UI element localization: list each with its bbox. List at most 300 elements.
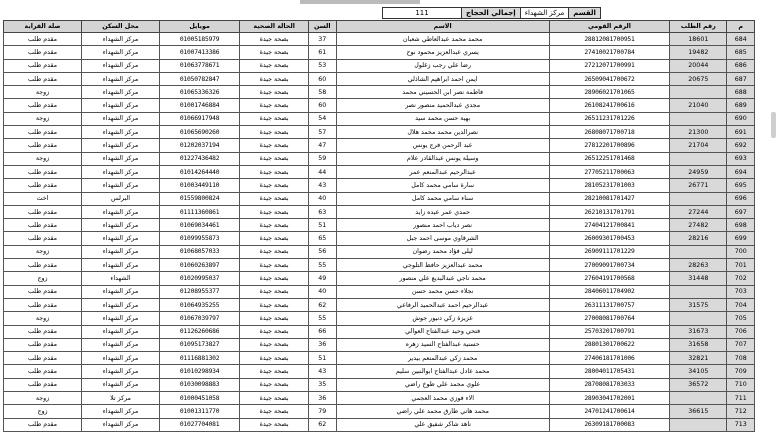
table-row: [4, 312, 755, 325]
national-id: 28708081703033: [549, 378, 669, 391]
col-header-name: الاسم: [336, 21, 549, 33]
age: 49: [309, 272, 337, 285]
relation: مقدم طلب: [4, 126, 82, 139]
pilgrims-label: إجمالي الحجاج: [462, 8, 521, 19]
person-name: نصر دياب احمد منصور: [336, 219, 549, 232]
health-status: بصحة جيدة: [240, 59, 309, 72]
relation: مقدم طلب: [4, 285, 82, 298]
section-label: القسم: [569, 8, 601, 19]
health-status: بصحة جيدة: [240, 33, 309, 46]
row-index: 707: [727, 338, 755, 351]
person-name: ايمن احمد ابراهيم الشاذلي: [336, 72, 549, 85]
request-number: 21300: [670, 126, 727, 139]
request-number: 27244: [670, 205, 727, 218]
age: 55: [309, 312, 337, 325]
relation: مقدم طلب: [4, 139, 82, 152]
relation: زوج: [4, 272, 82, 285]
national-id: 27812201700896: [549, 139, 669, 152]
mobile: 01068057033: [159, 245, 239, 258]
mobile: 01050782847: [159, 72, 239, 85]
mobile: 01069034461: [159, 219, 239, 232]
national-id: 24701241700614: [549, 405, 669, 418]
relation: مقدم طلب: [4, 378, 82, 391]
health-status: بصحة جيدة: [240, 259, 309, 272]
age: 44: [309, 165, 337, 178]
row-index: 691: [727, 126, 755, 139]
person-name: محمد محمد عبدالعاطي شعبان: [336, 33, 549, 46]
age: 66: [309, 325, 337, 338]
request-number: 36615: [670, 405, 727, 418]
age: 65: [309, 232, 337, 245]
residence: مركز الشهداء: [82, 126, 160, 139]
request-number: 18601: [670, 33, 727, 46]
col-header-age: السن: [309, 21, 337, 33]
table-row: [4, 272, 755, 285]
national-id: 26108241700616: [549, 99, 669, 112]
request-number: 31673: [670, 325, 727, 338]
health-status: بصحة جيدة: [240, 352, 309, 365]
person-name: محمد هاني طارق محمد علي راضي: [336, 405, 549, 418]
table-row: [4, 46, 755, 59]
person-name: ناهد شاكر شفيق علي: [336, 418, 549, 431]
request-number: 26771: [670, 179, 727, 192]
relation: مقدم طلب: [4, 72, 82, 85]
health-status: بصحة جيدة: [240, 179, 309, 192]
residence: مركز الشهداء: [82, 59, 160, 72]
residence: مركز الشهداء: [82, 86, 160, 99]
row-index: 703: [727, 285, 755, 298]
health-status: بصحة جيدة: [240, 86, 309, 99]
person-name: فاطمة نصر ابن الحسيني محمد: [336, 86, 549, 99]
row-index: 692: [727, 139, 755, 152]
age: 53: [309, 59, 337, 72]
residence: مركز الشهداء: [82, 152, 160, 165]
mobile: 01095173827: [159, 338, 239, 351]
table-row: [4, 232, 755, 245]
person-name: سارة سامي محمد كامل: [336, 179, 549, 192]
age: 79: [309, 405, 337, 418]
col-header-residence: محل السكن: [82, 21, 160, 33]
national-id: 26309181700083: [549, 418, 669, 431]
mobile: 01027704081: [159, 418, 239, 431]
relation: اخت: [4, 192, 82, 205]
table-row: [4, 99, 755, 112]
table-row: [4, 245, 755, 258]
relation: مقدم طلب: [4, 165, 82, 178]
residence: مركز الشهداء: [82, 378, 160, 391]
residence: مركز الشهداء: [82, 72, 160, 85]
age: 35: [309, 378, 337, 391]
national-id: 26509041700672: [549, 72, 669, 85]
person-name: فتحي وحيد عبدالفتاح العوالي: [336, 325, 549, 338]
mobile: 01116881302: [159, 352, 239, 365]
request-number: 20675: [670, 72, 727, 85]
col-header-mobile: موبايل: [159, 21, 239, 33]
col-header-national-id: الرقم القومي: [549, 21, 669, 33]
age: 37: [309, 33, 337, 46]
national-id: 28210081701427: [549, 192, 669, 205]
table-row: [4, 192, 755, 205]
request-number: [670, 392, 727, 405]
person-name: محمد زكي عبدالمنعم بيدير: [336, 352, 549, 365]
health-status: بصحة جيدة: [240, 205, 309, 218]
residence: مركز الشهداء: [82, 325, 160, 338]
mobile: 01064935255: [159, 298, 239, 311]
person-name: محمد عبدالعزيز حافظ التلوجي: [336, 259, 549, 272]
row-index: 693: [727, 152, 755, 165]
center-value: مركز الشهداء: [520, 8, 569, 19]
table-row: [4, 126, 755, 139]
person-name: سناء سامي محمد كامل: [336, 192, 549, 205]
residence: مركز الشهداء: [82, 312, 160, 325]
relation: زوجة: [4, 245, 82, 258]
person-name: عبدالرحيم احمد عبدالحميد الرفاعي: [336, 298, 549, 311]
table-row: [4, 418, 755, 431]
row-index: 696: [727, 192, 755, 205]
mobile: 01111360861: [159, 205, 239, 218]
request-number: [670, 86, 727, 99]
national-id: 26009301700453: [549, 232, 669, 245]
residence: مركز الشهداء: [82, 245, 160, 258]
row-index: 699: [727, 232, 755, 245]
relation: زوجة: [4, 392, 82, 405]
mobile: 01065690260: [159, 126, 239, 139]
health-status: بصحة جيدة: [240, 378, 309, 391]
row-index: 710: [727, 378, 755, 391]
age: 61: [309, 46, 337, 59]
mobile: 01007413386: [159, 46, 239, 59]
request-number: 31575: [670, 298, 727, 311]
age: 60: [309, 72, 337, 85]
row-index: 713: [727, 418, 755, 431]
mobile: 01060263897: [159, 259, 239, 272]
request-number: [670, 112, 727, 125]
age: 55: [309, 259, 337, 272]
row-index: 689: [727, 99, 755, 112]
mobile: 01014264440: [159, 165, 239, 178]
relation: مقدم طلب: [4, 33, 82, 46]
request-number: [670, 312, 727, 325]
table-row: [4, 139, 755, 152]
national-id: 26210131701791: [549, 205, 669, 218]
mobile: 01067039797: [159, 312, 239, 325]
mobile: 01000451058: [159, 392, 239, 405]
table-row: [4, 259, 755, 272]
request-number: 36572: [670, 378, 727, 391]
col-header-index: م: [727, 21, 755, 33]
request-number: [670, 245, 727, 258]
residence: البرلس: [82, 192, 160, 205]
table-row: [4, 152, 755, 165]
age: 43: [309, 179, 337, 192]
age: 57: [309, 126, 337, 139]
national-id: 27705211700063: [549, 165, 669, 178]
mobile: 01001311770: [159, 405, 239, 418]
health-status: بصحة جيدة: [240, 312, 309, 325]
national-id: 28406011704902: [549, 285, 669, 298]
person-name: عبدالرحيم عبدالمنعم عمر: [336, 165, 549, 178]
relation: زوجة: [4, 312, 82, 325]
residence: مركز الشهداء: [82, 33, 160, 46]
residence: مركز الشهداء: [82, 179, 160, 192]
national-id: 26511231701226: [549, 112, 669, 125]
person-name: ليلى فؤاد محمد رضوان: [336, 245, 549, 258]
national-id: 27212071700991: [549, 59, 669, 72]
health-status: بصحة جيدة: [240, 285, 309, 298]
mobile: 01227436482: [159, 152, 239, 165]
mobile: 01010298934: [159, 365, 239, 378]
national-id: 27410021700784: [549, 46, 669, 59]
person-name: نجلاء حسن محمد حسن: [336, 285, 549, 298]
residence: مركز تلا: [82, 392, 160, 405]
age: 36: [309, 392, 337, 405]
request-number: [670, 152, 727, 165]
request-number: 34105: [670, 365, 727, 378]
residence: مركز الشهداء: [82, 165, 160, 178]
person-name: يسري عبدالعزيز محمود نوح: [336, 46, 549, 59]
table-row: [4, 285, 755, 298]
request-number: 32821: [670, 352, 727, 365]
person-name: حمدي عمر عبده زايد: [336, 205, 549, 218]
relation: مقدم طلب: [4, 338, 82, 351]
mobile: 01559800824: [159, 192, 239, 205]
relation: مقدم طلب: [4, 365, 82, 378]
residence: مركز الشهداء: [82, 139, 160, 152]
health-status: بصحة جيدة: [240, 272, 309, 285]
mobile: 01066917948: [159, 112, 239, 125]
residence: مركز الشهداء: [82, 418, 160, 431]
person-name: بهية حسن محمد سيد: [336, 112, 549, 125]
table-row: [4, 179, 755, 192]
person-name: مجدي عبدالحميد منصور نصر: [336, 99, 549, 112]
mobile: 01065336326: [159, 86, 239, 99]
national-id: 27406181701006: [549, 352, 669, 365]
row-index: 695: [727, 179, 755, 192]
age: 47: [309, 139, 337, 152]
health-status: بصحة جيدة: [240, 99, 309, 112]
row-index: 705: [727, 312, 755, 325]
row-index: 708: [727, 352, 755, 365]
age: 56: [309, 245, 337, 258]
request-number: 21704: [670, 139, 727, 152]
person-name: الشرقاوي موسى احمد جبل: [336, 232, 549, 245]
health-status: بصحة جيدة: [240, 245, 309, 258]
pilgrims-table: [3, 20, 755, 432]
person-name: محمد عادل عبدالفتاح ابوالنبين سليم: [336, 365, 549, 378]
row-index: 702: [727, 272, 755, 285]
row-index: 709: [727, 365, 755, 378]
residence: مركز الشهداء: [82, 219, 160, 232]
table-row: [4, 72, 755, 85]
request-number: [670, 418, 727, 431]
person-name: عبد الرحمن فرج يونس: [336, 139, 549, 152]
age: 63: [309, 205, 337, 218]
health-status: بصحة جيدة: [240, 219, 309, 232]
table-row: [4, 338, 755, 351]
age: 59: [309, 152, 337, 165]
person-name: عزيزة زكي دنيور جوش: [336, 312, 549, 325]
person-name: محمد ناجي عبدالبديع علي منصور: [336, 272, 549, 285]
relation: زوج: [4, 405, 82, 418]
relation: مقدم طلب: [4, 179, 82, 192]
request-number: 21040: [670, 99, 727, 112]
national-id: 27404121700841: [549, 219, 669, 232]
mobile: 01202037194: [159, 139, 239, 152]
request-number: [670, 285, 727, 298]
health-status: بصحة جيدة: [240, 126, 309, 139]
scrollbar-thumb[interactable]: [771, 112, 776, 138]
row-index: 684: [727, 33, 755, 46]
request-number: 27482: [670, 219, 727, 232]
relation: مقدم طلب: [4, 298, 82, 311]
request-number: 28216: [670, 232, 727, 245]
health-status: بصحة جيدة: [240, 325, 309, 338]
relation: مقدم طلب: [4, 352, 82, 365]
person-name: علوي محمد علي طوخ راضي: [336, 378, 549, 391]
residence: مركز الشهداء: [82, 285, 160, 298]
row-index: 690: [727, 112, 755, 125]
residence: مركز الشهداء: [82, 405, 160, 418]
mobile: 01030098883: [159, 378, 239, 391]
row-index: 685: [727, 46, 755, 59]
age: 58: [309, 86, 337, 99]
residence: مركز الشهداء: [82, 205, 160, 218]
col-header-health: الحالة الصحية: [240, 21, 309, 33]
relation: مقدم طلب: [4, 325, 82, 338]
age: 36: [309, 338, 337, 351]
national-id: 28801301700622: [549, 338, 669, 351]
national-id: 27604191700568: [549, 272, 669, 285]
relation: مقدم طلب: [4, 259, 82, 272]
national-id: 28812081700951: [549, 33, 669, 46]
health-status: بصحة جيدة: [240, 192, 309, 205]
mobile: 01003449110: [159, 179, 239, 192]
residence: مركز الشهداء: [82, 46, 160, 59]
table-row: [4, 33, 755, 46]
relation: مقدم طلب: [4, 99, 82, 112]
row-index: 701: [727, 259, 755, 272]
table-row: [4, 86, 755, 99]
residence: مركز الشهداء: [82, 365, 160, 378]
table-row: [4, 365, 755, 378]
residence: مركز الشهداء: [82, 232, 160, 245]
age: 43: [309, 365, 337, 378]
health-status: بصحة جيدة: [240, 232, 309, 245]
national-id: 28906021701065: [549, 86, 669, 99]
relation: مقدم طلب: [4, 232, 82, 245]
health-status: بصحة جيدة: [240, 405, 309, 418]
relation: زوجة: [4, 152, 82, 165]
row-index: 688: [727, 86, 755, 99]
request-number: 28263: [670, 259, 727, 272]
person-name: نصرالدين محمد محمد هلال: [336, 126, 549, 139]
row-index: 712: [727, 405, 755, 418]
relation: زوجة: [4, 86, 82, 99]
request-number: 24959: [670, 165, 727, 178]
residence: مركز الشهداء: [82, 298, 160, 311]
mobile: 01208955377: [159, 285, 239, 298]
residence: مركز الشهداء: [82, 112, 160, 125]
table-row: [4, 298, 755, 311]
table-row: [4, 325, 755, 338]
health-status: بصحة جيدة: [240, 338, 309, 351]
table-row: [4, 405, 755, 418]
table-row: [4, 378, 755, 391]
person-name: رضا علي رجب زغلول: [336, 59, 549, 72]
national-id: 26311131700757: [549, 298, 669, 311]
residence: مركز الشهداء: [82, 99, 160, 112]
health-status: بصحة جيدة: [240, 112, 309, 125]
age: 40: [309, 285, 337, 298]
relation: مقدم طلب: [4, 46, 82, 59]
national-id: 27009091700734: [549, 259, 669, 272]
national-id: 26512251701468: [549, 152, 669, 165]
health-status: بصحة جيدة: [240, 72, 309, 85]
table-row: [4, 165, 755, 178]
relation: زوجة: [4, 112, 82, 125]
row-index: 694: [727, 165, 755, 178]
age: 62: [309, 298, 337, 311]
health-status: بصحة جيدة: [240, 139, 309, 152]
health-status: بصحة جيدة: [240, 365, 309, 378]
national-id: 28004011705431: [549, 365, 669, 378]
health-status: بصحة جيدة: [240, 165, 309, 178]
relation: مقدم طلب: [4, 59, 82, 72]
pilgrims-count: 111: [383, 8, 462, 19]
row-index: 697: [727, 205, 755, 218]
table-row: [4, 352, 755, 365]
mobile: 01099955873: [159, 232, 239, 245]
residence: مركز الشهداء: [82, 352, 160, 365]
health-status: بصحة جيدة: [240, 298, 309, 311]
col-header-relation: صلة القرابة: [4, 21, 82, 33]
header-row: [4, 21, 755, 33]
row-index: 706: [727, 325, 755, 338]
table-row: [4, 112, 755, 125]
national-id: 28105231701003: [549, 179, 669, 192]
person-name: وسيلة يونس عبدالقادر علام: [336, 152, 549, 165]
summary-box: [382, 7, 601, 19]
health-status: بصحة جيدة: [240, 46, 309, 59]
mobile: 01063778671: [159, 59, 239, 72]
age: 60: [309, 99, 337, 112]
age: 40: [309, 192, 337, 205]
national-id: 26909111701229: [549, 245, 669, 258]
request-number: 31658: [670, 338, 727, 351]
national-id: 25703201700791: [549, 325, 669, 338]
age: 51: [309, 219, 337, 232]
table-body: [4, 33, 755, 432]
table-row: [4, 219, 755, 232]
mobile: 01001746884: [159, 99, 239, 112]
mobile: 01005185979: [159, 33, 239, 46]
relation: مقدم طلب: [4, 205, 82, 218]
national-id: 26808071700718: [549, 126, 669, 139]
mobile: 01020995037: [159, 272, 239, 285]
national-id: 27008081700764: [549, 312, 669, 325]
person-name: الاء فوزي محمد العجمي: [336, 392, 549, 405]
age: 51: [309, 352, 337, 365]
health-status: بصحة جيدة: [240, 418, 309, 431]
row-index: 686: [727, 59, 755, 72]
residence: مركز الشهداء: [82, 338, 160, 351]
person-name: حسنية عبدالفتاح السيد زهره: [336, 338, 549, 351]
row-index: 687: [727, 72, 755, 85]
residence: الشهداء: [82, 272, 160, 285]
col-header-request: رقم الطلب: [670, 21, 727, 33]
residence: مركز الشهداء: [82, 259, 160, 272]
request-number: 20044: [670, 59, 727, 72]
